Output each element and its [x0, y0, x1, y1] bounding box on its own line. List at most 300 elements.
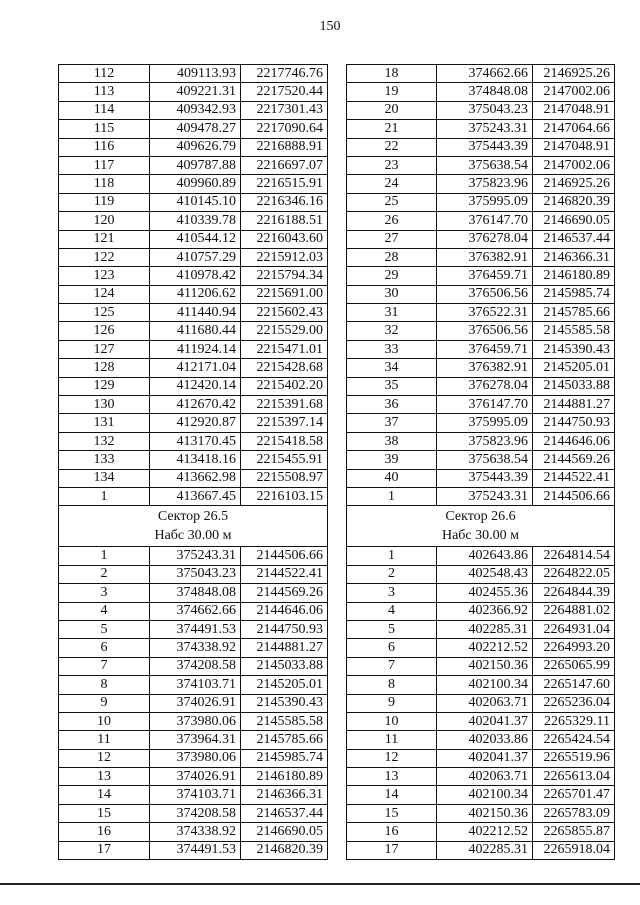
table-row [59, 547, 328, 565]
x-coordinate-cell: 373964.31 [150, 731, 241, 749]
table-row [59, 414, 328, 432]
table-row [59, 212, 328, 230]
point-number-cell: 128 [59, 359, 150, 377]
point-number-cell: 13 [59, 768, 150, 786]
point-number-cell: 3 [347, 584, 437, 602]
x-coordinate-cell: 402033.86 [437, 731, 533, 749]
table-row [59, 120, 328, 138]
y-coordinate-cell: 2145205.01 [241, 676, 328, 694]
x-coordinate-cell: 373980.06 [150, 749, 241, 767]
table-row [347, 175, 615, 193]
table-row [347, 804, 615, 822]
y-coordinate-cell: 2264993.20 [533, 639, 615, 657]
point-number-cell: 9 [59, 694, 150, 712]
y-coordinate-cell: 2265329.11 [533, 712, 615, 730]
table-row [347, 432, 615, 450]
y-coordinate-cell: 2216888.91 [241, 138, 328, 156]
sector-header-cell [59, 506, 328, 547]
point-number-cell: 8 [347, 676, 437, 694]
x-coordinate-cell: 402366.92 [437, 602, 533, 620]
point-number-cell: 23 [347, 156, 437, 174]
table-row [59, 340, 328, 358]
point-number-cell: 119 [59, 193, 150, 211]
point-number-cell: 126 [59, 322, 150, 340]
point-number-cell: 117 [59, 156, 150, 174]
point-number-cell: 17 [347, 841, 437, 859]
table-row [347, 377, 615, 395]
table-row [59, 694, 328, 712]
point-number-cell: 33 [347, 340, 437, 358]
point-number-cell: 21 [347, 120, 437, 138]
point-number-cell: 15 [347, 804, 437, 822]
y-coordinate-cell: 2215912.03 [241, 248, 328, 266]
point-number-cell: 1 [59, 487, 150, 505]
point-number-cell: 5 [59, 620, 150, 638]
table-row [347, 584, 615, 602]
point-number-cell: 2 [347, 565, 437, 583]
point-number-cell: 6 [59, 639, 150, 657]
x-coordinate-cell: 410339.78 [150, 212, 241, 230]
y-coordinate-cell: 2215691.00 [241, 285, 328, 303]
y-coordinate-cell: 2265147.60 [533, 676, 615, 694]
table-row [347, 267, 615, 285]
point-number-cell: 34 [347, 359, 437, 377]
y-coordinate-cell: 2215508.97 [241, 469, 328, 487]
y-coordinate-cell: 2215402.20 [241, 377, 328, 395]
x-coordinate-cell: 376522.31 [437, 304, 533, 322]
point-number-cell: 27 [347, 230, 437, 248]
table-row [347, 731, 615, 749]
x-coordinate-cell: 409478.27 [150, 120, 241, 138]
table-body-sector [347, 547, 615, 860]
point-number-cell: 8 [59, 676, 150, 694]
point-number-cell: 132 [59, 432, 150, 450]
point-number-cell: 118 [59, 175, 150, 193]
sector-header [347, 506, 615, 547]
x-coordinate-cell: 409342.93 [150, 101, 241, 119]
y-coordinate-cell: 2264844.39 [533, 584, 615, 602]
x-coordinate-cell: 374491.53 [150, 620, 241, 638]
y-coordinate-cell: 2145033.88 [241, 657, 328, 675]
point-number-cell: 122 [59, 248, 150, 266]
table-row [347, 414, 615, 432]
x-coordinate-cell: 374848.08 [150, 584, 241, 602]
x-coordinate-cell: 409960.89 [150, 175, 241, 193]
table-row [59, 749, 328, 767]
y-coordinate-cell: 2215455.91 [241, 451, 328, 469]
point-number-cell: 38 [347, 432, 437, 450]
point-number-cell: 14 [347, 786, 437, 804]
y-coordinate-cell: 2265065.99 [533, 657, 615, 675]
x-coordinate-cell: 410978.42 [150, 267, 241, 285]
y-coordinate-cell: 2145390.43 [533, 340, 615, 358]
x-coordinate-cell: 376147.70 [437, 212, 533, 230]
x-coordinate-cell: 376147.70 [437, 396, 533, 414]
table-row [59, 138, 328, 156]
y-coordinate-cell: 2264931.04 [533, 620, 615, 638]
table-row [347, 322, 615, 340]
y-coordinate-cell: 2146537.44 [241, 804, 328, 822]
y-coordinate-cell: 2146925.26 [533, 175, 615, 193]
x-coordinate-cell: 375823.96 [437, 432, 533, 450]
point-number-cell: 1 [347, 487, 437, 505]
x-coordinate-cell: 413662.98 [150, 469, 241, 487]
y-coordinate-cell: 2144569.26 [533, 451, 615, 469]
x-coordinate-cell: 376459.71 [437, 267, 533, 285]
x-coordinate-cell: 375043.23 [150, 565, 241, 583]
table-row [59, 712, 328, 730]
page-number: 150 [319, 19, 341, 34]
y-coordinate-cell: 2215418.58 [241, 432, 328, 450]
x-coordinate-cell: 411680.44 [150, 322, 241, 340]
table-row [59, 65, 328, 83]
x-coordinate-cell: 411924.14 [150, 340, 241, 358]
x-coordinate-cell: 374103.71 [150, 786, 241, 804]
y-coordinate-cell: 2215428.68 [241, 359, 328, 377]
table-row [59, 584, 328, 602]
table-row [59, 731, 328, 749]
x-coordinate-cell: 413170.45 [150, 432, 241, 450]
point-number-cell: 29 [347, 267, 437, 285]
point-number-cell: 12 [347, 749, 437, 767]
point-number-cell: 32 [347, 322, 437, 340]
y-coordinate-cell: 2147048.91 [533, 138, 615, 156]
point-number-cell: 133 [59, 451, 150, 469]
table-row [347, 248, 615, 266]
y-coordinate-cell: 2216346.16 [241, 193, 328, 211]
point-number-cell: 5 [347, 620, 437, 638]
y-coordinate-cell: 2144569.26 [241, 584, 328, 602]
x-coordinate-cell: 376382.91 [437, 248, 533, 266]
x-coordinate-cell: 375243.31 [150, 547, 241, 565]
point-number-cell: 9 [347, 694, 437, 712]
table-row [347, 65, 615, 83]
y-coordinate-cell: 2216188.51 [241, 212, 328, 230]
table-row [347, 823, 615, 841]
y-coordinate-cell: 2145205.01 [533, 359, 615, 377]
point-number-cell: 40 [347, 469, 437, 487]
x-coordinate-cell: 374848.08 [437, 83, 533, 101]
y-coordinate-cell: 2147002.06 [533, 156, 615, 174]
x-coordinate-cell: 409626.79 [150, 138, 241, 156]
table-row [59, 602, 328, 620]
sector-height: Набс 30.00 м [441, 528, 520, 544]
x-coordinate-cell: 410757.29 [150, 248, 241, 266]
point-number-cell: 113 [59, 83, 150, 101]
sector-header-cell [347, 506, 615, 547]
y-coordinate-cell: 2217746.76 [241, 65, 328, 83]
point-number-cell: 129 [59, 377, 150, 395]
y-coordinate-cell: 2265424.54 [533, 731, 615, 749]
table-row [59, 469, 328, 487]
point-number-cell: 121 [59, 230, 150, 248]
y-coordinate-cell: 2144522.41 [533, 469, 615, 487]
x-coordinate-cell: 411206.62 [150, 285, 241, 303]
x-coordinate-cell: 402150.36 [437, 804, 533, 822]
y-coordinate-cell: 2144506.66 [533, 487, 615, 505]
point-number-cell: 14 [59, 786, 150, 804]
x-coordinate-cell: 374026.91 [150, 694, 241, 712]
y-coordinate-cell: 2215602.43 [241, 304, 328, 322]
table-row [347, 676, 615, 694]
point-number-cell: 2 [59, 565, 150, 583]
y-coordinate-cell: 2144750.93 [533, 414, 615, 432]
table-row [347, 396, 615, 414]
y-coordinate-cell: 2146366.31 [241, 786, 328, 804]
x-coordinate-cell: 402212.52 [437, 823, 533, 841]
table-row [347, 359, 615, 377]
y-coordinate-cell: 2217301.43 [241, 101, 328, 119]
y-coordinate-cell: 2264881.02 [533, 602, 615, 620]
y-coordinate-cell: 2264814.54 [533, 547, 615, 565]
x-coordinate-cell: 412920.87 [150, 414, 241, 432]
x-coordinate-cell: 402100.34 [437, 786, 533, 804]
y-coordinate-cell: 2146537.44 [533, 230, 615, 248]
point-number-cell: 16 [347, 823, 437, 841]
x-coordinate-cell: 412171.04 [150, 359, 241, 377]
table-body-top [347, 65, 615, 506]
point-number-cell: 123 [59, 267, 150, 285]
table-row [347, 712, 615, 730]
table-body-top [59, 65, 328, 506]
x-coordinate-cell: 410544.12 [150, 230, 241, 248]
table-row [347, 193, 615, 211]
point-number-cell: 1 [59, 547, 150, 565]
y-coordinate-cell: 2145785.66 [241, 731, 328, 749]
x-coordinate-cell: 410145.10 [150, 193, 241, 211]
x-coordinate-cell: 374338.92 [150, 639, 241, 657]
table-row [59, 83, 328, 101]
y-coordinate-cell: 2145390.43 [241, 694, 328, 712]
sector-title: Сектор 26.5 [157, 509, 229, 525]
x-coordinate-cell: 413418.16 [150, 451, 241, 469]
point-number-cell: 37 [347, 414, 437, 432]
point-number-cell: 26 [347, 212, 437, 230]
table-row [347, 138, 615, 156]
y-coordinate-cell: 2265519.96 [533, 749, 615, 767]
point-number-cell: 22 [347, 138, 437, 156]
table-row [347, 768, 615, 786]
x-coordinate-cell: 402285.31 [437, 841, 533, 859]
x-coordinate-cell: 402455.36 [437, 584, 533, 602]
x-coordinate-cell: 376382.91 [437, 359, 533, 377]
table-row [347, 285, 615, 303]
table-row [59, 248, 328, 266]
x-coordinate-cell: 375995.09 [437, 414, 533, 432]
coordinates-table-left [58, 64, 328, 860]
y-coordinate-cell: 2264822.05 [533, 565, 615, 583]
table-row [347, 749, 615, 767]
table-row [59, 451, 328, 469]
x-coordinate-cell: 376459.71 [437, 340, 533, 358]
y-coordinate-cell: 2215471.01 [241, 340, 328, 358]
y-coordinate-cell: 2216515.91 [241, 175, 328, 193]
x-coordinate-cell: 409221.31 [150, 83, 241, 101]
table-row [59, 322, 328, 340]
table-row [59, 101, 328, 119]
x-coordinate-cell: 376506.56 [437, 322, 533, 340]
x-coordinate-cell: 376278.04 [437, 377, 533, 395]
point-number-cell: 17 [59, 841, 150, 859]
point-number-cell: 35 [347, 377, 437, 395]
point-number-cell: 115 [59, 120, 150, 138]
sector-title: Сектор 26.6 [445, 509, 516, 525]
point-number-cell: 125 [59, 304, 150, 322]
table-row [347, 694, 615, 712]
point-number-cell: 15 [59, 804, 150, 822]
y-coordinate-cell: 2147064.66 [533, 120, 615, 138]
table-row [347, 487, 615, 505]
table-row [347, 304, 615, 322]
y-coordinate-cell: 2216103.15 [241, 487, 328, 505]
y-coordinate-cell: 2146820.39 [241, 841, 328, 859]
x-coordinate-cell: 409113.93 [150, 65, 241, 83]
table-row [59, 359, 328, 377]
point-number-cell: 12 [59, 749, 150, 767]
y-coordinate-cell: 2144646.06 [241, 602, 328, 620]
point-number-cell: 131 [59, 414, 150, 432]
y-coordinate-cell: 2146180.89 [533, 267, 615, 285]
table-row [59, 156, 328, 174]
y-coordinate-cell: 2147002.06 [533, 83, 615, 101]
table-row [59, 620, 328, 638]
point-number-cell: 24 [347, 175, 437, 193]
y-coordinate-cell: 2215397.14 [241, 414, 328, 432]
table-row [59, 841, 328, 859]
y-coordinate-cell: 2216697.07 [241, 156, 328, 174]
x-coordinate-cell: 402285.31 [437, 620, 533, 638]
table-row [59, 230, 328, 248]
table-row [59, 396, 328, 414]
table-row [59, 676, 328, 694]
point-number-cell: 112 [59, 65, 150, 83]
table-row [347, 83, 615, 101]
x-coordinate-cell: 376278.04 [437, 230, 533, 248]
x-coordinate-cell: 374026.91 [150, 768, 241, 786]
point-number-cell: 7 [347, 657, 437, 675]
x-coordinate-cell: 411440.94 [150, 304, 241, 322]
x-coordinate-cell: 402150.36 [437, 657, 533, 675]
point-number-cell: 25 [347, 193, 437, 211]
point-number-cell: 7 [59, 657, 150, 675]
x-coordinate-cell: 374662.66 [437, 65, 533, 83]
table-row [347, 547, 615, 565]
table-row [59, 304, 328, 322]
y-coordinate-cell: 2147048.91 [533, 101, 615, 119]
y-coordinate-cell: 2144750.93 [241, 620, 328, 638]
point-number-cell: 127 [59, 340, 150, 358]
table-row [347, 786, 615, 804]
table-row [347, 565, 615, 583]
x-coordinate-cell: 374103.71 [150, 676, 241, 694]
table-row [59, 487, 328, 505]
y-coordinate-cell: 2144881.27 [533, 396, 615, 414]
y-coordinate-cell: 2144522.41 [241, 565, 328, 583]
point-number-cell: 39 [347, 451, 437, 469]
y-coordinate-cell: 2265236.04 [533, 694, 615, 712]
x-coordinate-cell: 402548.43 [437, 565, 533, 583]
table-row [347, 469, 615, 487]
y-coordinate-cell: 2215794.34 [241, 267, 328, 285]
table-row [347, 602, 615, 620]
table-row [59, 267, 328, 285]
table-row [59, 768, 328, 786]
table-row [347, 230, 615, 248]
point-number-cell: 11 [347, 731, 437, 749]
coordinates-table-right [346, 64, 615, 860]
y-coordinate-cell: 2215391.68 [241, 396, 328, 414]
table-row [347, 340, 615, 358]
table-row [59, 193, 328, 211]
point-number-cell: 4 [347, 602, 437, 620]
table-row [59, 432, 328, 450]
x-coordinate-cell: 402063.71 [437, 768, 533, 786]
x-coordinate-cell: 374208.58 [150, 804, 241, 822]
y-coordinate-cell: 2146180.89 [241, 768, 328, 786]
sector-header [59, 506, 328, 547]
table-row [347, 101, 615, 119]
y-coordinate-cell: 2216043.60 [241, 230, 328, 248]
table-row [59, 786, 328, 804]
table-row [59, 639, 328, 657]
y-coordinate-cell: 2146366.31 [533, 248, 615, 266]
x-coordinate-cell: 402063.71 [437, 694, 533, 712]
point-number-cell: 120 [59, 212, 150, 230]
y-coordinate-cell: 2146820.39 [533, 193, 615, 211]
point-number-cell: 20 [347, 101, 437, 119]
table-row [59, 804, 328, 822]
x-coordinate-cell: 375638.54 [437, 451, 533, 469]
y-coordinate-cell: 2145585.58 [533, 322, 615, 340]
table-row [347, 212, 615, 230]
y-coordinate-cell: 2146690.05 [533, 212, 615, 230]
x-coordinate-cell: 374491.53 [150, 841, 241, 859]
point-number-cell: 6 [347, 639, 437, 657]
x-coordinate-cell: 374662.66 [150, 602, 241, 620]
y-coordinate-cell: 2265613.04 [533, 768, 615, 786]
point-number-cell: 134 [59, 469, 150, 487]
point-number-cell: 1 [347, 547, 437, 565]
x-coordinate-cell: 402041.37 [437, 749, 533, 767]
point-number-cell: 19 [347, 83, 437, 101]
point-number-cell: 11 [59, 731, 150, 749]
table-row [59, 823, 328, 841]
y-coordinate-cell: 2146690.05 [241, 823, 328, 841]
table-row [347, 639, 615, 657]
table-row [59, 285, 328, 303]
table-row [347, 156, 615, 174]
point-number-cell: 3 [59, 584, 150, 602]
x-coordinate-cell: 402643.86 [437, 547, 533, 565]
point-number-cell: 130 [59, 396, 150, 414]
y-coordinate-cell: 2265918.04 [533, 841, 615, 859]
x-coordinate-cell: 375443.39 [437, 469, 533, 487]
point-number-cell: 13 [347, 768, 437, 786]
y-coordinate-cell: 2215529.00 [241, 322, 328, 340]
sector-height: Набс 30.00 м [154, 528, 232, 544]
x-coordinate-cell: 374208.58 [150, 657, 241, 675]
point-number-cell: 4 [59, 602, 150, 620]
x-coordinate-cell: 374338.92 [150, 823, 241, 841]
y-coordinate-cell: 2217090.64 [241, 120, 328, 138]
x-coordinate-cell: 375443.39 [437, 138, 533, 156]
table-row [347, 451, 615, 469]
point-number-cell: 31 [347, 304, 437, 322]
y-coordinate-cell: 2144506.66 [241, 547, 328, 565]
table-row [347, 657, 615, 675]
x-coordinate-cell: 376506.56 [437, 285, 533, 303]
x-coordinate-cell: 412670.42 [150, 396, 241, 414]
